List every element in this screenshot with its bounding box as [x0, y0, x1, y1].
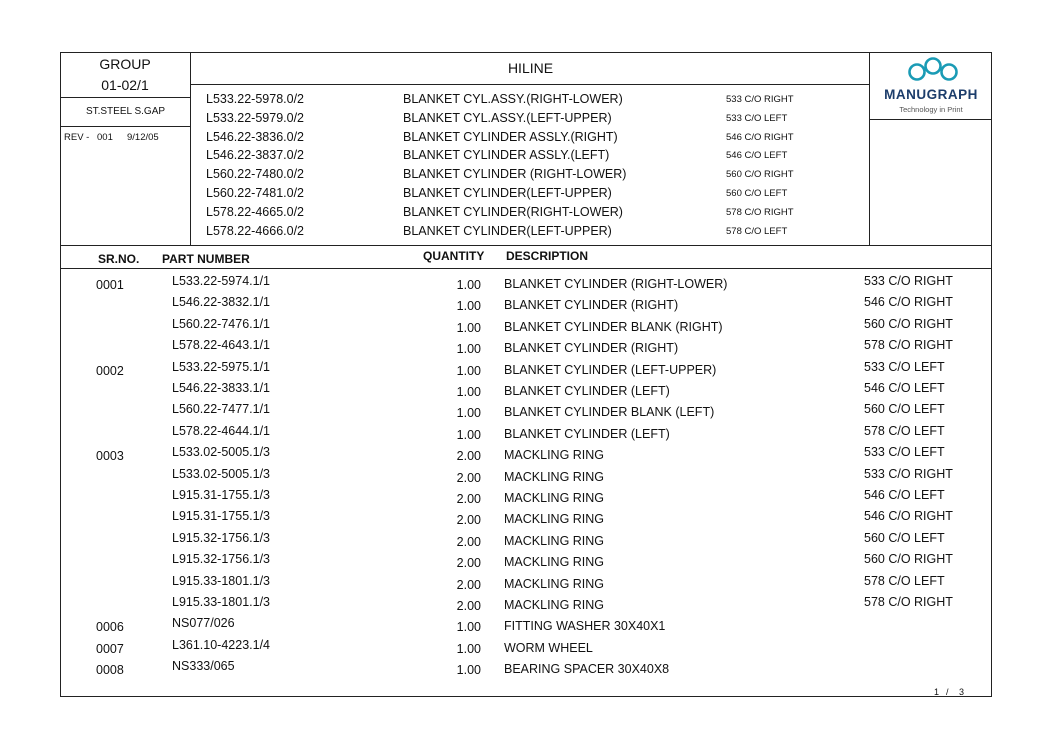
- row-quantity: 1.00: [456, 342, 481, 357]
- assembly-location: 560 C/O LEFT: [726, 188, 788, 199]
- material-label: ST.STEEL S.GAP: [85, 106, 166, 117]
- row-location: 578 C/O RIGHT: [864, 338, 953, 353]
- row-quantity: 1.00: [456, 406, 481, 421]
- row-part-number: L915.32-1756.1/3: [172, 530, 271, 545]
- column-srno: SR.NO.: [98, 252, 140, 266]
- row-srno: 0002: [96, 363, 124, 378]
- row-part-number: NS077/026: [172, 616, 235, 631]
- assembly-description: BLANKET CYLINDER(LEFT-UPPER): [403, 186, 612, 200]
- divider-logo-bottom: [869, 119, 992, 120]
- row-description: MACKLING RING: [504, 533, 605, 548]
- row-part-number: L560.22-7477.1/1: [172, 402, 271, 417]
- row-part-number: L546.22-3832.1/1: [172, 295, 271, 310]
- assembly-part-number: L578.22-4665.0/2: [206, 204, 305, 219]
- row-quantity: 2.00: [456, 492, 481, 506]
- row-quantity: 1.00: [456, 299, 481, 314]
- assembly-description: BLANKET CYLINDER ASSLY.(LEFT): [403, 148, 610, 163]
- row-quantity: 2.00: [456, 599, 481, 613]
- row-location: 560 C/O RIGHT: [864, 316, 953, 331]
- assembly-part-number: L546.22-3836.0/2: [206, 129, 305, 144]
- row-location: 546 C/O RIGHT: [864, 509, 953, 524]
- row-srno: 0003: [96, 449, 124, 464]
- row-quantity: 2.00: [456, 577, 481, 592]
- row-description: BLANKET CYLINDER (RIGHT-LOWER): [504, 277, 728, 291]
- row-quantity: 2.00: [456, 534, 481, 549]
- row-part-number: L915.33-1801.1/3: [172, 595, 271, 609]
- assembly-description: BLANKET CYLINDER ASSLY.(RIGHT): [403, 129, 618, 144]
- row-quantity: 2.00: [456, 556, 481, 571]
- brand-logo: [870, 53, 992, 119]
- row-part-number: NS333/065: [172, 659, 235, 674]
- row-location: 546 C/O RIGHT: [864, 295, 953, 310]
- assembly-part-number: L533.22-5979.0/2: [206, 110, 305, 125]
- row-quantity: 1.00: [456, 427, 481, 442]
- row-description: BLANKET CYLINDER (RIGHT): [504, 298, 679, 313]
- row-quantity: 1.00: [456, 663, 481, 678]
- assembly-part-number: L578.22-4666.0/2: [206, 223, 305, 238]
- row-location: 533 C/O LEFT: [864, 445, 945, 460]
- row-description: MACKLING RING: [504, 555, 605, 570]
- row-quantity: 2.00: [456, 513, 481, 528]
- divider-left-block: [190, 52, 191, 246]
- divider-model-bottom: [190, 84, 870, 85]
- rev-date: 9/12/05: [127, 132, 159, 143]
- logo-rings-icon: [903, 56, 963, 84]
- row-location: 560 C/O LEFT: [864, 402, 945, 417]
- logo-tagline: Technology in Print: [899, 105, 963, 114]
- page-separator: /: [946, 687, 949, 697]
- row-location: 560 C/O RIGHT: [864, 552, 953, 567]
- model-title: HILINE: [507, 60, 554, 76]
- page-total: 3: [959, 687, 965, 697]
- row-part-number: L361.10-4223.1/4: [172, 637, 271, 652]
- assembly-description: BLANKET CYL.ASSY.(RIGHT-LOWER): [403, 92, 623, 106]
- row-part-number: L915.32-1756.1/3: [172, 552, 271, 567]
- row-description: MACKLING RING: [504, 576, 605, 591]
- row-location: 533 C/O RIGHT: [864, 274, 953, 288]
- row-location: 533 C/O LEFT: [864, 359, 945, 374]
- row-part-number: L915.31-1755.1/3: [172, 488, 271, 502]
- row-location: 578 C/O RIGHT: [864, 595, 953, 609]
- row-srno: 0007: [96, 641, 124, 656]
- row-location: 560 C/O LEFT: [864, 530, 945, 545]
- divider-material-bottom: [60, 126, 191, 127]
- group-label: GROUP: [99, 56, 151, 72]
- row-description: MACKLING RING: [504, 598, 605, 612]
- assembly-part-number: L533.22-5978.0/2: [206, 92, 305, 106]
- row-location: 546 C/O LEFT: [864, 488, 945, 502]
- assembly-description: BLANKET CYLINDER (RIGHT-LOWER): [403, 167, 627, 182]
- page-current: 1: [934, 687, 940, 697]
- assembly-location: 546 C/O LEFT: [726, 150, 788, 162]
- row-description: BLANKET CYLINDER (RIGHT): [504, 341, 679, 356]
- row-part-number: L578.22-4643.1/1: [172, 338, 271, 353]
- row-location: 546 C/O LEFT: [864, 381, 945, 395]
- row-part-number: L915.33-1801.1/3: [172, 573, 271, 588]
- rev-label: REV -: [64, 132, 90, 143]
- assembly-location: 533 C/O LEFT: [726, 112, 788, 124]
- row-quantity: 1.00: [456, 278, 481, 292]
- logo-brand: MANUGRAPH: [884, 87, 978, 102]
- group-code: 01-02/1: [101, 77, 149, 93]
- row-part-number: L546.22-3833.1/1: [172, 381, 271, 395]
- row-location: 578 C/O LEFT: [864, 423, 945, 438]
- column-quantity: QUANTITY: [423, 249, 485, 263]
- row-quantity: 1.00: [456, 385, 481, 399]
- row-location: 578 C/O LEFT: [864, 573, 945, 588]
- divider-columns-bottom: [60, 268, 992, 269]
- assembly-location: 578 C/O RIGHT: [726, 206, 794, 218]
- divider-header-bottom: [60, 245, 992, 246]
- row-description: BEARING SPACER 30X40X8: [504, 662, 670, 677]
- row-quantity: 2.00: [456, 470, 481, 485]
- row-description: BLANKET CYLINDER BLANK (RIGHT): [504, 319, 723, 334]
- row-srno: 0008: [96, 663, 124, 678]
- row-description: BLANKET CYLINDER (LEFT): [504, 384, 670, 398]
- row-part-number: L533.22-5975.1/1: [172, 359, 271, 374]
- assembly-location: 546 C/O RIGHT: [726, 131, 794, 143]
- row-quantity: 1.00: [456, 641, 481, 656]
- row-description: MACKLING RING: [504, 469, 605, 484]
- row-part-number: L578.22-4644.1/1: [172, 423, 271, 438]
- column-part-number: PART NUMBER: [162, 252, 250, 266]
- row-quantity: 2.00: [456, 449, 481, 464]
- row-description: MACKLING RING: [504, 448, 605, 463]
- assembly-part-number: L546.22-3837.0/2: [206, 148, 305, 163]
- row-part-number: L533.02-5005.1/3: [172, 445, 271, 460]
- assembly-part-number: L560.22-7480.0/2: [206, 167, 305, 182]
- assembly-location: 578 C/O LEFT: [726, 225, 788, 237]
- assembly-location: 560 C/O RIGHT: [726, 169, 794, 181]
- row-location: 533 C/O RIGHT: [864, 466, 953, 481]
- row-description: FITTING WASHER 30X40X1: [504, 619, 666, 634]
- row-quantity: 1.00: [456, 363, 481, 378]
- row-description: MACKLING RING: [504, 491, 605, 505]
- row-srno: 0006: [96, 620, 124, 635]
- assembly-description: BLANKET CYL.ASSY.(LEFT-UPPER): [403, 110, 612, 125]
- row-part-number: L560.22-7476.1/1: [172, 316, 271, 331]
- assembly-description: BLANKET CYLINDER(LEFT-UPPER): [403, 223, 612, 238]
- column-description: DESCRIPTION: [506, 249, 589, 263]
- row-part-number: L915.31-1755.1/3: [172, 509, 271, 524]
- row-description: MACKLING RING: [504, 512, 605, 527]
- rev-number: 001: [97, 132, 113, 143]
- assembly-location: 533 C/O RIGHT: [726, 94, 794, 105]
- row-description: BLANKET CYLINDER (LEFT-UPPER): [504, 362, 717, 377]
- row-quantity: 1.00: [456, 320, 481, 335]
- assembly-description: BLANKET CYLINDER(RIGHT-LOWER): [403, 204, 623, 219]
- row-quantity: 1.00: [456, 620, 481, 635]
- row-description: BLANKET CYLINDER BLANK (LEFT): [504, 405, 715, 420]
- row-description: WORM WHEEL: [504, 640, 593, 655]
- row-description: BLANKET CYLINDER (LEFT): [504, 426, 670, 441]
- divider-group-bottom: [60, 97, 191, 98]
- row-part-number: L533.22-5974.1/1: [172, 274, 271, 288]
- row-part-number: L533.02-5005.1/3: [172, 466, 271, 481]
- assembly-part-number: L560.22-7481.0/2: [206, 186, 305, 200]
- row-srno: 0001: [96, 278, 124, 292]
